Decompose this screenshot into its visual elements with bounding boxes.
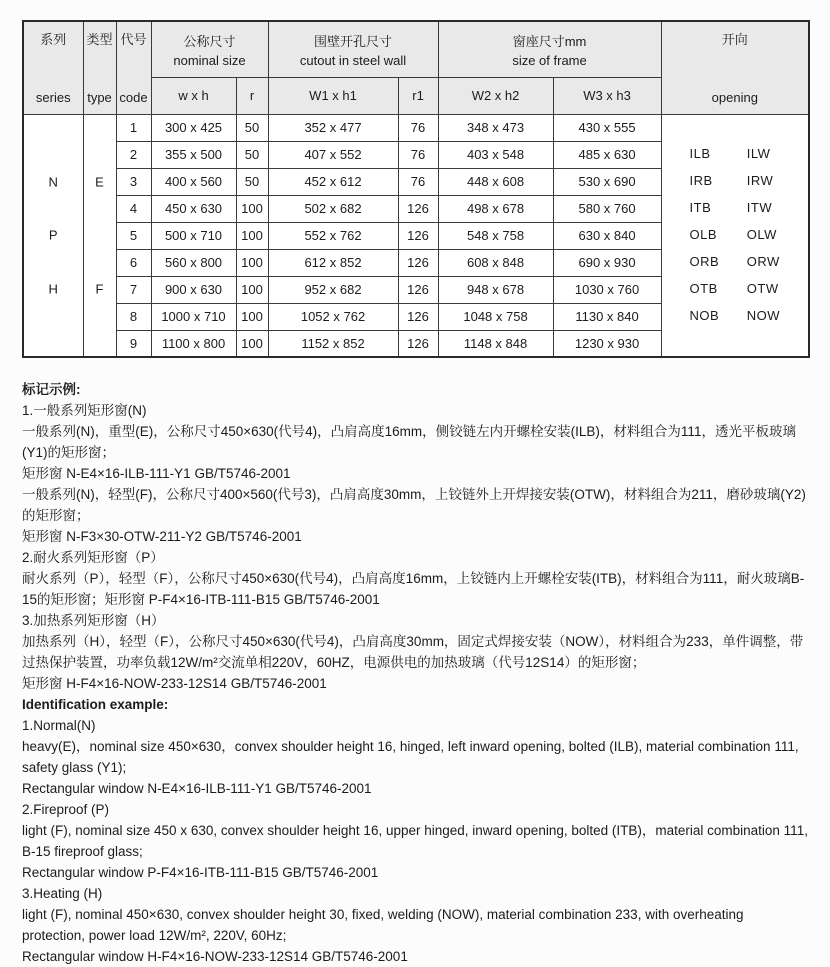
code-cell: 1 bbox=[116, 114, 151, 141]
col-header-code-zh: 代号 bbox=[120, 32, 147, 47]
cutout-r1-cell: 126 bbox=[398, 249, 438, 276]
opening-code: OTB bbox=[689, 281, 718, 297]
cutout-w1h1-cell: 612 x 852 bbox=[268, 249, 398, 276]
col-header-cutout-zh: 围壁开孔尺寸 bbox=[314, 33, 393, 49]
opening-code-pair bbox=[678, 226, 793, 244]
col-header-series-zh: 系列 bbox=[40, 32, 67, 47]
opening-code: ORW bbox=[746, 254, 780, 270]
nominal-r-cell: 50 bbox=[236, 168, 268, 195]
frame-w3h3-cell: 485 x 630 bbox=[553, 141, 661, 168]
opening-cell bbox=[661, 114, 809, 357]
col-header-cutout-en: cutout in steel wall bbox=[299, 52, 407, 68]
nominal-r-cell: 100 bbox=[236, 303, 268, 330]
opening-code: NOB bbox=[689, 308, 720, 324]
opening-code: IRW bbox=[746, 173, 774, 189]
frame-w2h2-cell: 548 x 758 bbox=[438, 222, 553, 249]
frame-w2h2-cell: 448 x 608 bbox=[438, 168, 553, 195]
nominal-wh-cell: 355 x 500 bbox=[151, 141, 236, 168]
notes-zh-heading: 标记示例: bbox=[22, 382, 81, 397]
nominal-wh-cell: 900 x 630 bbox=[151, 276, 236, 303]
col-header-type-zh: 类型 bbox=[86, 32, 113, 47]
nominal-r-cell: 100 bbox=[236, 195, 268, 222]
frame-w3h3-cell: 1230 x 930 bbox=[553, 330, 661, 357]
cutout-r1-cell: 76 bbox=[398, 114, 438, 141]
table-header bbox=[23, 21, 809, 114]
code-cell: 7 bbox=[116, 276, 151, 303]
cutout-w1h1-cell: 452 x 612 bbox=[268, 168, 398, 195]
type-cell-label: F bbox=[95, 281, 104, 297]
nominal-r-cell: 100 bbox=[236, 276, 268, 303]
type-cell-label: E bbox=[95, 174, 104, 190]
nominal-wh-cell: 560 x 800 bbox=[151, 249, 236, 276]
col-header-nominal-size bbox=[151, 21, 268, 77]
frame-w3h3-cell: 1130 x 840 bbox=[553, 303, 661, 330]
table-row bbox=[23, 114, 809, 141]
col-header-frame-size bbox=[438, 21, 661, 77]
nominal-wh-cell: 300 x 425 bbox=[151, 114, 236, 141]
cutout-r1-cell: 126 bbox=[398, 195, 438, 222]
nominal-r-cell: 100 bbox=[236, 222, 268, 249]
code-cell: 6 bbox=[116, 249, 151, 276]
code-cell: 3 bbox=[116, 168, 151, 195]
note-line: Rectangular window P-F4×16-ITB-111-B15 GB/T5746-2001 bbox=[22, 865, 379, 880]
col-header-code bbox=[116, 21, 151, 114]
col-header-opening-en: opening bbox=[711, 89, 758, 105]
code-cell: 4 bbox=[116, 195, 151, 222]
series-cell bbox=[23, 114, 83, 357]
subheader-r1: r1 bbox=[398, 77, 438, 114]
subheader-r: r bbox=[236, 77, 268, 114]
nominal-wh-cell: 1000 x 710 bbox=[151, 303, 236, 330]
col-header-nominal-en: nominal size bbox=[173, 52, 246, 68]
note-line: Rectangular window H-F4×16-NOW-233-12S14 GB/T5746-2001 bbox=[22, 949, 408, 964]
cutout-w1h1-cell: 407 x 552 bbox=[268, 141, 398, 168]
frame-w2h2-cell: 1048 x 758 bbox=[438, 303, 553, 330]
cutout-r1-cell: 126 bbox=[398, 303, 438, 330]
opening-code-pair bbox=[678, 199, 793, 217]
opening-codes bbox=[662, 115, 809, 357]
col-header-series-en: series bbox=[35, 89, 71, 105]
subheader-w2h2: W2 x h2 bbox=[438, 77, 553, 114]
opening-code-pair bbox=[678, 253, 793, 271]
note-line: 一般系列(N)，轻型(F)，公称尺寸400×560(代号3)，凸肩高度30mm，上铰链外上开焊接安装(OTW)，材料组合为211，磨砂玻璃(Y2)的矩形窗； bbox=[22, 487, 806, 523]
note-line: 加热系列（H），轻型（F），公称尺寸450×630(代号4)，凸肩高度30mm，固定式焊接安装（NOW），材料组合为233，单件调整，带过热保护装置，功率负载12W/m²交流单相220V，60HZ，电源供电的加热玻璃（代号12S14）的矩形窗； bbox=[22, 634, 804, 670]
col-header-cutout bbox=[268, 21, 438, 77]
cutout-r1-cell: 126 bbox=[398, 276, 438, 303]
opening-code: OTW bbox=[746, 281, 779, 297]
opening-code-pair bbox=[678, 280, 793, 298]
series-cell-labels bbox=[24, 115, 83, 357]
subheader-w3h3: W3 x h3 bbox=[553, 77, 661, 114]
frame-w2h2-cell: 608 x 848 bbox=[438, 249, 553, 276]
nominal-wh-cell: 450 x 630 bbox=[151, 195, 236, 222]
frame-w3h3-cell: 1030 x 760 bbox=[553, 276, 661, 303]
note-line: 矩形窗 N-F3×30-OTW-211-Y2 GB/T5746-2001 bbox=[22, 529, 302, 544]
nominal-wh-cell: 1100 x 800 bbox=[151, 330, 236, 357]
frame-w2h2-cell: 348 x 473 bbox=[438, 114, 553, 141]
col-header-type bbox=[83, 21, 116, 114]
note-line: heavy(E)，nominal size 450×630，convex shoulder height 16, hinged, left inward opening, bolted (ILB), material combination 111, safety glass (Y1); bbox=[22, 739, 799, 775]
opening-code: ITB bbox=[689, 200, 712, 216]
note-line: 矩形窗 H-F4×16-NOW-233-12S14 GB/T5746-2001 bbox=[22, 676, 327, 691]
opening-code: OLB bbox=[689, 227, 718, 243]
code-cell: 2 bbox=[116, 141, 151, 168]
opening-code: IRB bbox=[689, 173, 713, 189]
cutout-r1-cell: 126 bbox=[398, 222, 438, 249]
nominal-wh-cell: 400 x 560 bbox=[151, 168, 236, 195]
col-header-frame-zh: 窗座尺寸mm bbox=[512, 33, 587, 49]
note-line: light (F), nominal 450×630, convex shoulder height 30, fixed, welding (NOW), material combination 233, with overheating protection, power load 12W/m², 220V, 60Hz; bbox=[22, 907, 744, 943]
frame-w2h2-cell: 948 x 678 bbox=[438, 276, 553, 303]
note-line: 2.Fireproof (P) bbox=[22, 802, 110, 817]
opening-code: ORB bbox=[689, 254, 720, 270]
col-header-type-en: type bbox=[87, 89, 112, 105]
frame-w2h2-cell: 1148 x 848 bbox=[438, 330, 553, 357]
note-line: 一般系列(N)，重型(E)，公称尺寸450×630(代号4)，凸肩高度16mm，侧铰链左内开螺栓安装(ILB)，材料组合为111，透光平板玻璃(Y1)的矩形窗； bbox=[22, 424, 796, 460]
cutout-w1h1-cell: 502 x 682 bbox=[268, 195, 398, 222]
note-line: 1.一般系列矩形窗(N) bbox=[22, 403, 147, 418]
nominal-wh-cell: 500 x 710 bbox=[151, 222, 236, 249]
table-body bbox=[23, 114, 809, 357]
frame-w3h3-cell: 690 x 930 bbox=[553, 249, 661, 276]
col-header-series bbox=[23, 21, 83, 114]
code-cell: 5 bbox=[116, 222, 151, 249]
series-cell-label: H bbox=[48, 281, 58, 297]
code-cell: 9 bbox=[116, 330, 151, 357]
type-cell bbox=[83, 114, 116, 357]
frame-w2h2-cell: 498 x 678 bbox=[438, 195, 553, 222]
notes-section bbox=[22, 379, 808, 967]
nominal-r-cell: 100 bbox=[236, 330, 268, 357]
col-header-nominal-zh: 公称尺寸 bbox=[183, 33, 236, 49]
note-line: Rectangular window N-E4×16-ILB-111-Y1 GB/T5746-2001 bbox=[22, 781, 372, 796]
note-line: 矩形窗 N-E4×16-ILB-111-Y1 GB/T5746-2001 bbox=[22, 466, 291, 481]
cutout-r1-cell: 126 bbox=[398, 330, 438, 357]
series-cell-label: N bbox=[48, 174, 58, 190]
note-line: 3.Heating (H) bbox=[22, 886, 103, 901]
frame-w3h3-cell: 630 x 840 bbox=[553, 222, 661, 249]
note-line: 1.Normal(N) bbox=[22, 718, 96, 733]
col-header-code-en: code bbox=[119, 89, 148, 105]
cutout-w1h1-cell: 1152 x 852 bbox=[268, 330, 398, 357]
notes-en-heading: Identification example: bbox=[22, 697, 169, 712]
notes-en-block bbox=[22, 715, 808, 967]
subheader-w1h1: W1 x h1 bbox=[268, 77, 398, 114]
type-cell-labels bbox=[84, 115, 116, 357]
col-header-opening bbox=[661, 21, 809, 114]
opening-code-pair bbox=[678, 307, 793, 325]
nominal-r-cell: 50 bbox=[236, 114, 268, 141]
cutout-r1-cell: 76 bbox=[398, 168, 438, 195]
opening-code: ILW bbox=[746, 146, 771, 162]
series-cell-label: P bbox=[48, 227, 58, 243]
nominal-r-cell: 50 bbox=[236, 141, 268, 168]
notes-zh-block bbox=[22, 400, 808, 694]
subheader-wxh: w x h bbox=[151, 77, 236, 114]
opening-code: ILB bbox=[689, 146, 711, 162]
col-header-frame-en: size of frame bbox=[512, 52, 587, 68]
cutout-w1h1-cell: 552 x 762 bbox=[268, 222, 398, 249]
cutout-w1h1-cell: 1052 x 762 bbox=[268, 303, 398, 330]
opening-code: ITW bbox=[746, 200, 773, 216]
cutout-w1h1-cell: 352 x 477 bbox=[268, 114, 398, 141]
opening-code-pair bbox=[678, 172, 793, 190]
frame-w3h3-cell: 580 x 760 bbox=[553, 195, 661, 222]
note-line: light (F), nominal size 450 x 630, convex shoulder height 16, upper hinged, inward opening, bolted (ITB)，material combination 111, B-15 fireproof glass; bbox=[22, 823, 808, 859]
code-cell: 8 bbox=[116, 303, 151, 330]
cutout-r1-cell: 76 bbox=[398, 141, 438, 168]
spec-table bbox=[22, 20, 810, 358]
opening-code: NOW bbox=[746, 308, 781, 324]
frame-w2h2-cell: 403 x 548 bbox=[438, 141, 553, 168]
frame-w3h3-cell: 430 x 555 bbox=[553, 114, 661, 141]
col-header-opening-zh: 开向 bbox=[721, 32, 748, 47]
note-line: 耐火系列（P），轻型（F），公称尺寸450×630(代号4)，凸肩高度16mm，上铰链内上开螺栓安装(ITB)，材料组合为111，耐火玻璃B-15的矩形窗；矩形窗 P-F4×16-ITB-111-B15 GB/T5746-2001 bbox=[22, 571, 805, 607]
note-line: 2.耐火系列矩形窗（P） bbox=[22, 550, 164, 565]
nominal-r-cell: 100 bbox=[236, 249, 268, 276]
cutout-w1h1-cell: 952 x 682 bbox=[268, 276, 398, 303]
opening-code-pair bbox=[678, 145, 793, 163]
frame-w3h3-cell: 530 x 690 bbox=[553, 168, 661, 195]
note-line: 3.加热系列矩形窗（H） bbox=[22, 613, 165, 628]
opening-code: OLW bbox=[746, 227, 777, 243]
